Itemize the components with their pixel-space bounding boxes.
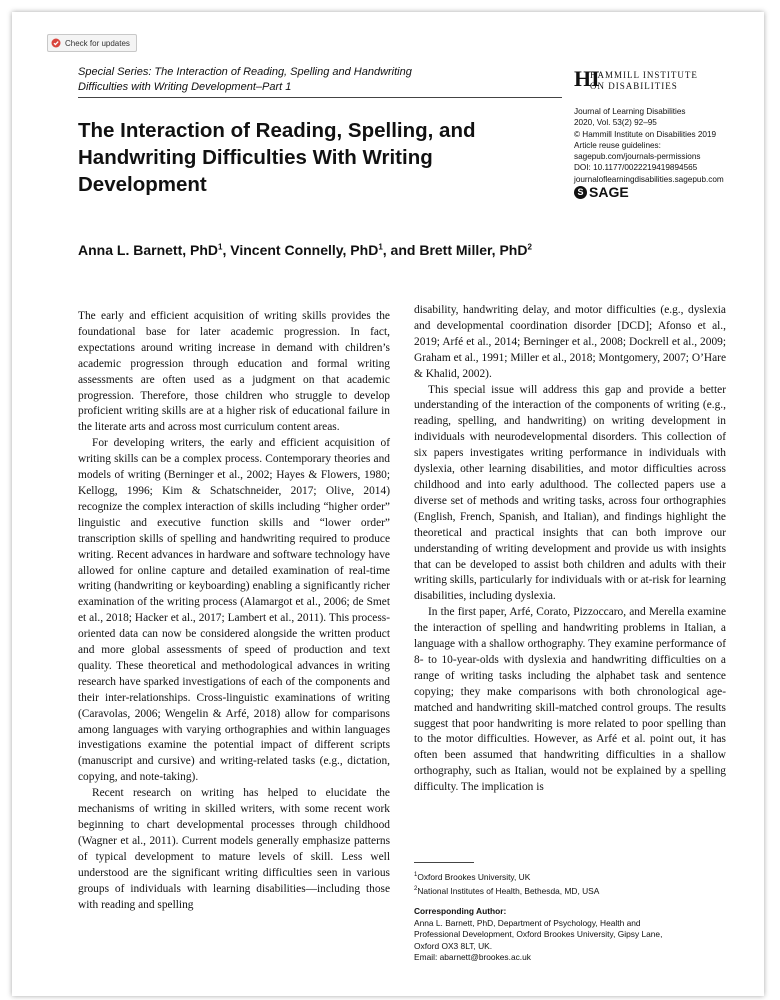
paragraph: Recent research on writing has helped to elucidate the mechanisms of writing in skilled writers, with some recent work beginning to chart developmental processes through childhood (Wagner et al., 2011). Current models generally emphasize patterns of typical development to mature levels of skill. Less well understood are the significant writing difficulties seen in various groups of individuals with learning disabilities—including those with reading and spelling bbox=[78, 787, 390, 911]
affiliation-mark: 2 bbox=[414, 885, 418, 892]
publisher-line-1: HAMMILL INSTITUTE bbox=[590, 70, 698, 80]
affiliation-item bbox=[414, 869, 734, 883]
body-column-left bbox=[78, 309, 390, 913]
crossmark-icon bbox=[51, 38, 61, 48]
sage-circle-icon: S bbox=[574, 186, 587, 199]
affiliation-text: National Institutes of Health, Bethesda, MD, USA bbox=[417, 885, 600, 896]
corresponding-line: Oxford OX3 8LT, UK. bbox=[414, 940, 493, 951]
series-line-1: Special Series: The Interaction of Reading, Spelling and Handwriting bbox=[78, 66, 412, 78]
series-heading bbox=[78, 65, 438, 95]
sage-logo bbox=[574, 184, 629, 200]
affiliation-mark: 1 bbox=[414, 872, 418, 878]
corresponding-line: Anna L. Barnett, PhD, Department of Psychology, Health and bbox=[414, 917, 641, 928]
sage-wordmark: SAGE bbox=[589, 184, 629, 200]
paragraph: The early and efficient acquisition of writing skills provides the foundational base for later academic progression. In fact, expectations around writing increase in demand with children’s academic progression through education and formal writing assessments are often used as a judgment on that academic progression. Therefore, those children who struggle to develop proficient writing skills are at a higher risk of educational failure in the literate arts and across most curriculum content areas. bbox=[78, 310, 390, 434]
corresponding-author-heading: Corresponding Author: bbox=[414, 906, 507, 916]
publisher-line-2: ON DISABILITIES bbox=[590, 81, 678, 91]
series-line-2: Difficulties with Writing Development–Part 1 bbox=[78, 81, 292, 93]
affiliation-item bbox=[414, 883, 734, 897]
reuse-link[interactable]: sagepub.com/journals-permissions bbox=[574, 152, 701, 162]
journal-copyright: © Hammill Institute on Disabilities 2019 bbox=[574, 129, 717, 139]
paragraph: For developing writers, the early and efficient acquisition of writing skills can be a complex process. Contemporary theories and models of writing (Berninger et al., 2002; Hayes & Flowers, 1980; Kellogg, 1996; Kim & Schatschneider, 2017; Olive, 2014) recognize the complex interaction of skills including “higher order” linguistic and executive function skills and “lower order” transcription skills of spelling and handwriting required to produce writing. Recent advances in hardware and software technology have allowed for online capture and detailed examination of real-time writing (handwriting or keyboarding) enabling a significantly richer examination of the writing process (Alamargot et al., 2006; de Smet et al., 2018; Hacker et al., 2017; Lambert et al., 2011). This process-oriented data can now be considered alongside the written product and more global assessments of speed of production and text quality. These theoretical and methodological advances in writing research have sparked investigations of each of the components and their inter-relationships. Cross-linguistic examinations of writing (Caravolas, 2006; Wengelin & Arfé, 2018) allow for comparisons among languages with varying orthographies and within languages investigations examine the potential impact of different scripts (manuscript and cursive) and writing-related tasks (e.g., dictation, copying, and note-taking). bbox=[78, 437, 390, 784]
author-name: Vincent Connelly, PhD bbox=[230, 242, 379, 258]
author-separator: , and bbox=[382, 242, 420, 258]
footnote-rule bbox=[414, 862, 474, 863]
author-name: Brett Miller, PhD bbox=[419, 242, 528, 258]
body-column-right bbox=[414, 303, 726, 796]
author-affiliation-mark: 1 bbox=[378, 242, 383, 252]
journal-name: Journal of Learning Disabilities bbox=[574, 107, 686, 116]
paragraph: disability, handwriting delay, and motor difficulties (e.g., dyslexia and developmental coordination disorder [DCD]; Afonso et al., 2019; Arfé et al., 2014; Berninger et al., 2008; Dockrell et al., 2009; Graham et al., 1991; Miller et al., 2018; Montgomery, 2007; O’Hare & Khalid, 2002). bbox=[414, 304, 726, 380]
corresponding-author bbox=[414, 906, 734, 964]
affiliation-text: Oxford Brookes University, UK bbox=[417, 871, 531, 882]
doi[interactable]: DOI: 10.1177/0022219419894565 bbox=[574, 163, 698, 173]
author-list bbox=[78, 242, 718, 258]
check-for-updates-label: Check for updates bbox=[65, 38, 130, 48]
author-separator: , bbox=[222, 242, 231, 258]
paragraph: This special issue will address this gap and provide a better understanding of the interaction of the components of writing (e.g., reading, spelling, and handwriting) on writing development in individuals with neurodevelopmental disorders. This collection of six papers investigates writing performance in individuals with dyslexia, other learning disabilities, and motor difficulties across childhood and into early adulthood. The collected papers use a diverse set of methods and writing tasks, across four orthographies (English, French, Spanish, and Italian), and findings highlight the theoretical and practical insights that can both improve our understanding of writing development and provide us with insights that can be developed to assist both children and adults with their writing skills, particularly for individuals with or at-risk for learning disabilities, including dyslexia. bbox=[414, 383, 726, 603]
affiliations bbox=[414, 869, 734, 897]
corresponding-line: Professional Development, Oxford Brookes University, Gipsy Lane, bbox=[414, 929, 663, 939]
journal-site-link[interactable]: journaloflearningdisabilities.sagepub.com bbox=[574, 174, 724, 184]
hammill-logo-mark: HI bbox=[574, 66, 600, 91]
author-affiliation-mark: 1 bbox=[218, 242, 223, 252]
paragraph: In the first paper, Arfé, Corato, Pizzoccaro, and Merella examine the interaction of spelling and handwriting problems in Italian, a language with a shallow orthography. They examine performance of 8- to 10-year-olds with dyslexia and handwriting difficulties on a range of writing tasks including the alphabet task and sentence copying; they make comparisons with both chronological age-matched and handwriting skill-matched control groups. The results suggest that poor handwriting is more related to poor spelling than to the motor difficulties. However, as Arfé et al. point out, it has often been assumed that handwriting difficulties in a shallow orthography, such as Italian, would not be explained by a spelling difficulty. The implication is bbox=[414, 606, 726, 794]
header-rule bbox=[78, 97, 562, 98]
check-for-updates-button[interactable] bbox=[47, 34, 137, 52]
corresponding-email[interactable]: Email: abarnett@brookes.ac.uk bbox=[414, 952, 531, 962]
journal-info bbox=[574, 106, 744, 185]
author-affiliation-mark: 2 bbox=[527, 242, 532, 252]
journal-volume: 2020, Vol. 53(2) 92–95 bbox=[574, 118, 657, 128]
article-title: The Interaction of Reading, Spelling, and Handwriting Difficulties With Writing Development bbox=[78, 119, 476, 196]
author-name: Anna L. Barnett, PhD bbox=[78, 242, 219, 258]
hammill-institute-logo bbox=[574, 67, 704, 95]
reuse-guidelines: Article reuse guidelines: bbox=[574, 140, 661, 150]
